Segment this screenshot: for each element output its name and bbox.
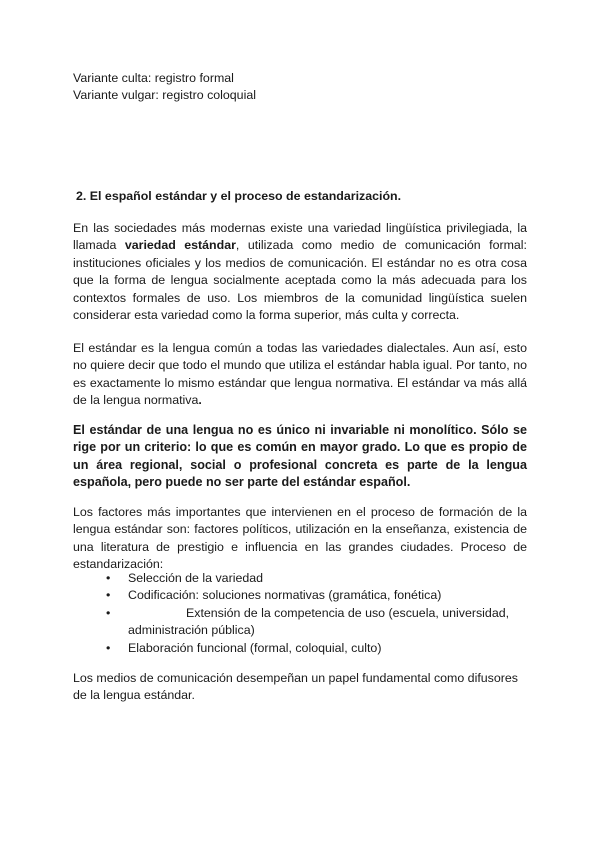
paragraph-text: En las sociedades más modernas existe una variedad lingüística privilegiada, la llamada <box>73 221 527 253</box>
paragraph-variedad-estandar <box>73 220 527 324</box>
paragraph-text: El estándar es la lengua común a todas las variedades dialectales. Aun así, esto no quiere decir que todo el mundo que utiliza el estándar habla igual. Por tanto, no es exactamente lo mismo estándar que lengua normativa. El estándar va más allá de la lengua normativa <box>73 341 527 408</box>
list-item-continuation <box>73 622 527 639</box>
paragraph-text: , utilizada como medio de comunicación formal: instituciones oficiales y los medios de comunicación. El estándar no es otra cosa que la forma de lengua socialmente aceptada como la más adecuada para los contextos formales de uso. Los miembros de la comunidad lingüística suelen considerar esta variedad como la forma superior, más culta y correcta. <box>73 238 527 323</box>
list-item-text: administración pública) <box>128 623 255 638</box>
list-item <box>73 605 527 622</box>
bullet-symbol: • <box>106 640 111 655</box>
variants-block <box>73 70 527 105</box>
paragraph-factores: Los factores más importantes que intervienen en el proceso de formación de la lengua estándar son: factores políticos, utilización en la enseñanza, existencia de una literatura de prestigio e influencia en las grandes ciudades. Proceso de estandarización: <box>73 505 527 572</box>
paragraph-medios: Los medios de comunicación desempeñan un papel fundamental como difusores de la lengua estándar. <box>73 671 518 703</box>
bullet-list <box>73 570 527 657</box>
bullet-symbol: • <box>106 605 111 620</box>
list-item <box>73 587 527 604</box>
list-item-text-first-line <box>128 605 527 622</box>
paragraph-lengua-comun <box>73 340 527 410</box>
section-heading: 2. El español estándar y el proceso de estandarización. <box>76 189 402 203</box>
document-page <box>73 70 527 703</box>
paragraph-bold-estandar: El estándar de una lengua no es único ni invariable ni monolítico. Sólo se rige por un criterio: lo que es común en mayor grado. Lo que es propio de un área regional, social o profesional concreta es parte de la lengua española, pero puede no ser parte del estándar español. <box>73 423 527 490</box>
list-item <box>73 640 527 657</box>
bold-period: . <box>198 393 202 408</box>
bullet-symbol: • <box>106 588 111 603</box>
list-item-text: Elaboración funcional (formal, coloquial, culto) <box>128 640 382 655</box>
list-item-text: Codificación: soluciones normativas (gramática, fonética) <box>128 588 442 603</box>
list-item-text: Extensión de la competencia de uso (escuela, universidad, <box>186 605 510 620</box>
bold-term: variedad estándar <box>124 238 236 253</box>
variant-culta-line: Variante culta: registro formal <box>73 71 234 85</box>
variant-vulgar-line: Variante vulgar: registro coloquial <box>73 88 256 103</box>
list-item-text: Selección de la variedad <box>128 571 264 585</box>
list-item <box>73 570 527 587</box>
bullet-symbol: • <box>106 571 111 585</box>
